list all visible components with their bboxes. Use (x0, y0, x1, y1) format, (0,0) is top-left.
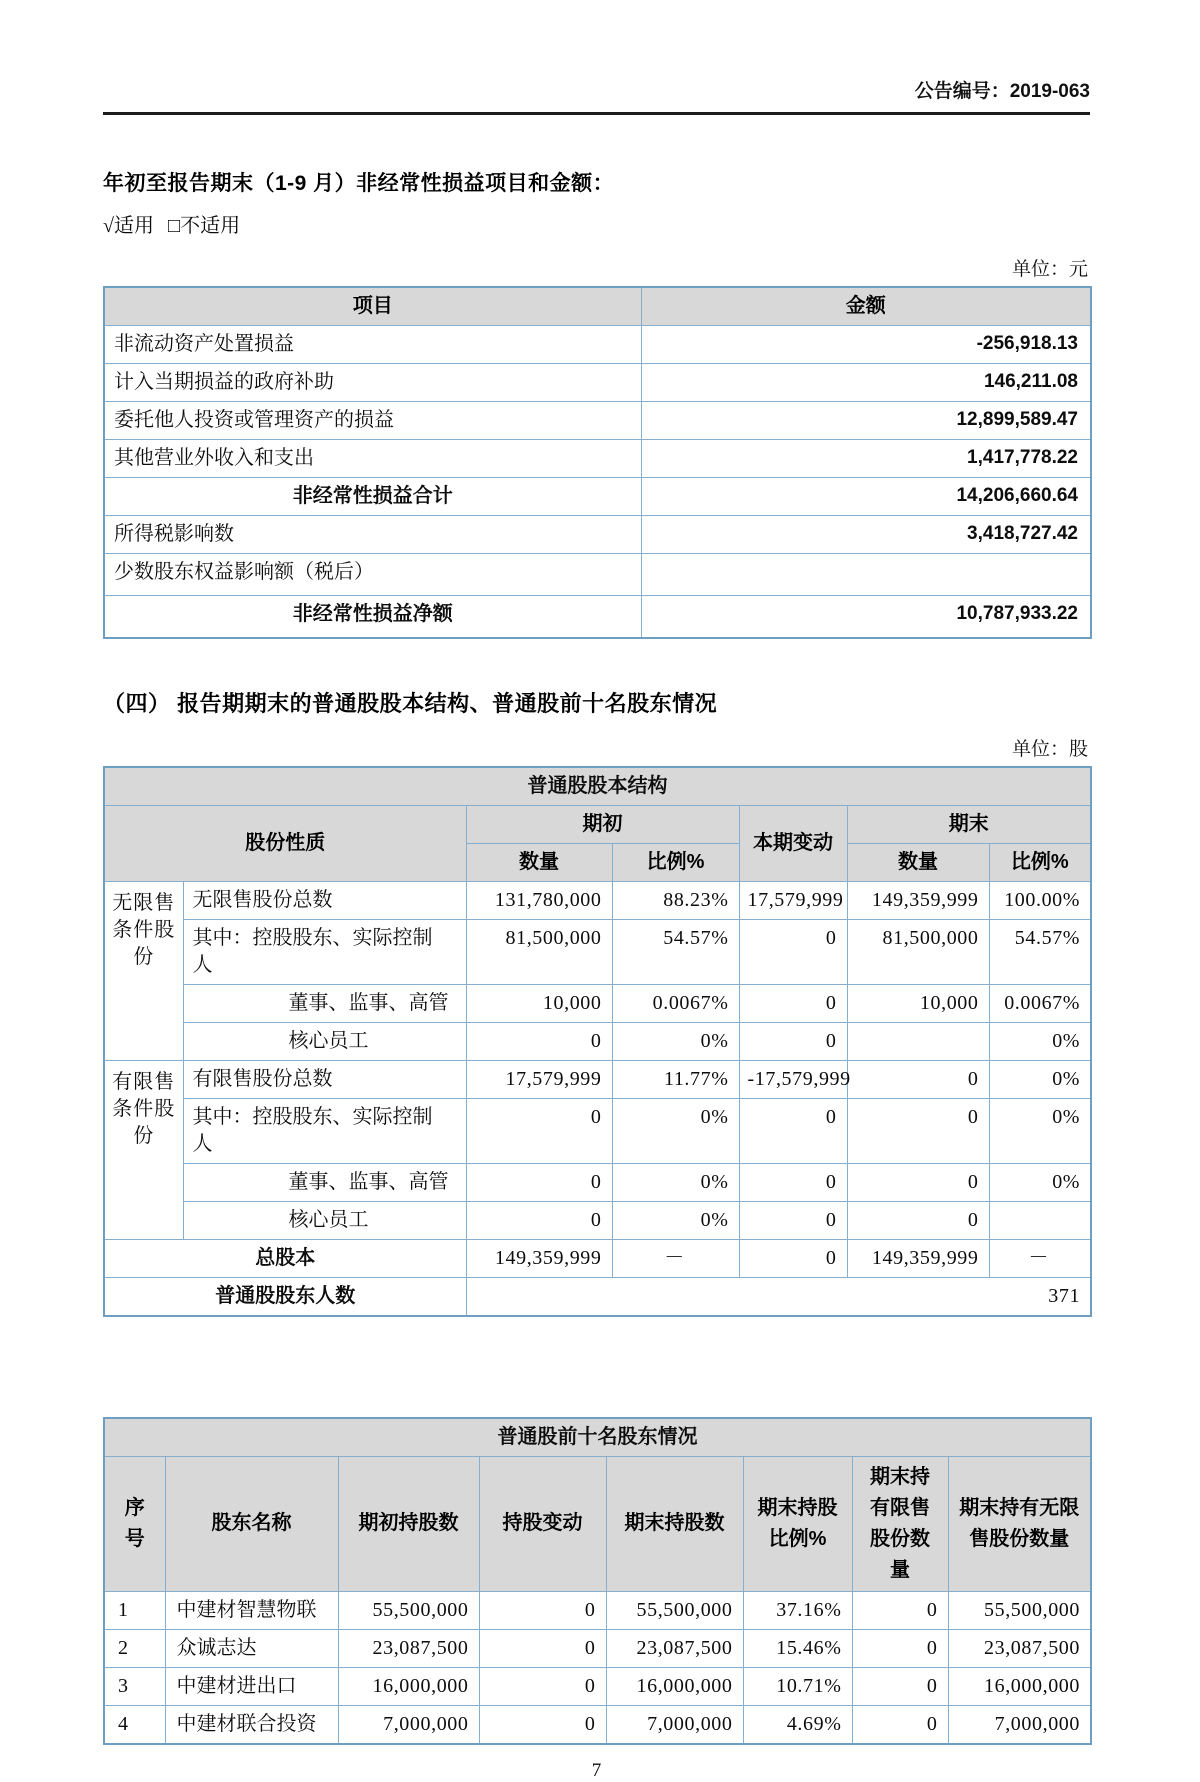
item-cell: 非经常性损益合计 (104, 478, 641, 516)
col-header-begin-qty: 数量 (466, 843, 612, 881)
begin-qty-cell: 0 (466, 1098, 612, 1163)
end-unrestricted-cell: 23,087,500 (948, 1629, 1091, 1667)
amount-cell: 3,418,727.42 (641, 516, 1091, 554)
end-qty-cell: 10,000 (847, 984, 989, 1022)
end-ratio-cell: 0% (989, 1022, 1091, 1060)
end-qty-cell: 0 (847, 1098, 989, 1163)
item-cell: 计入当期损益的政府补助 (104, 364, 641, 402)
top10-shareholders-table (103, 1417, 1092, 1745)
end-ratio-cell (989, 1201, 1091, 1239)
table-row (104, 1667, 1091, 1705)
end-qty-cell: 149,359,999 (847, 1239, 989, 1277)
seq-cell: 2 (104, 1629, 165, 1667)
end-ratio-cell: 10.71% (743, 1667, 852, 1705)
table-row (104, 1022, 1091, 1060)
group-label-restricted: 有限售条件股份 (104, 1060, 183, 1239)
begin-qty-cell: 0 (466, 1201, 612, 1239)
end-qty-cell (847, 1022, 989, 1060)
table-row (104, 984, 1091, 1022)
shareholder-name-cell: 中建材联合投资 (165, 1705, 338, 1744)
col-header-end-unrestricted: 期末持有无限售股份数量 (948, 1456, 1091, 1591)
shareholder-name-cell: 中建材智慧物联 (165, 1591, 338, 1629)
table-row (104, 919, 1091, 984)
table-header-row (104, 1456, 1091, 1591)
amount-cell: 12,899,589.47 (641, 402, 1091, 440)
row-label: 董事、监事、高管 (183, 984, 466, 1022)
table-row (104, 1591, 1091, 1629)
end-ratio-cell: 0% (989, 1163, 1091, 1201)
end-qty-cell: 0 (847, 1163, 989, 1201)
begin-qty-cell: 0 (466, 1163, 612, 1201)
item-cell: 少数股东权益影响额（税后） (104, 554, 641, 596)
change-cell: 0 (739, 919, 847, 984)
end-ratio-cell: 0% (989, 1098, 1091, 1163)
item-cell: 所得税影响数 (104, 516, 641, 554)
end-restricted-cell: 0 (852, 1591, 948, 1629)
end-ratio-cell: 37.16% (743, 1591, 852, 1629)
table-header-row (104, 287, 1091, 326)
group-label-unrestricted: 无限售条件股份 (104, 881, 183, 1060)
end-restricted-cell: 0 (852, 1705, 948, 1744)
row-label: 其中：控股股东、实际控制人 (183, 1098, 466, 1163)
applicability-line (103, 209, 1090, 238)
table-row-total (104, 596, 1091, 638)
col-header-shareholder-name: 股东名称 (165, 1456, 338, 1591)
page-number: 7 (591, 1759, 602, 1781)
begin-ratio-cell: 0% (612, 1098, 739, 1163)
unit-label-share: 单位：股 (1011, 738, 1088, 760)
amount-cell: 14,206,660.64 (641, 478, 1091, 516)
col-header-begin-shares: 期初持股数 (338, 1456, 479, 1591)
col-header-amount: 金额 (641, 287, 1091, 326)
row-label: 董事、监事、高管 (183, 1163, 466, 1201)
row-label: 其中：控股股东、实际控制人 (183, 919, 466, 984)
change-cell: 0 (739, 1022, 847, 1060)
change-cell: -17,579,999 (739, 1060, 847, 1098)
share-change-cell: 0 (479, 1629, 606, 1667)
seq-cell: 1 (104, 1591, 165, 1629)
capital-table-title: 普通股股本结构 (104, 767, 1091, 806)
table-row (104, 402, 1091, 440)
table-row-holder-count (104, 1277, 1091, 1316)
end-ratio-cell: 54.57% (989, 919, 1091, 984)
change-cell: 0 (739, 984, 847, 1022)
end-qty-cell: 0 (847, 1201, 989, 1239)
col-header-begin-ratio: 比例% (612, 843, 739, 881)
top10-table-title: 普通股前十名股东情况 (104, 1418, 1091, 1457)
table-row-total-shares (104, 1239, 1091, 1277)
table-row (104, 1060, 1091, 1098)
applicable-checked-label: √适用 (103, 215, 154, 237)
table-title-row (104, 1418, 1091, 1457)
change-cell: 17,579,999 (739, 881, 847, 919)
capital-structure-table (103, 766, 1092, 1317)
begin-ratio-cell: － (612, 1239, 739, 1277)
row-label: 核心员工 (183, 1201, 466, 1239)
end-shares-cell: 55,500,000 (606, 1591, 743, 1629)
amount-cell (641, 554, 1091, 596)
end-ratio-cell: 0% (989, 1060, 1091, 1098)
table-row (104, 440, 1091, 478)
shareholder-name-cell: 众诚志达 (165, 1629, 338, 1667)
row-label: 有限售股份总数 (183, 1060, 466, 1098)
amount-cell: 10,787,933.22 (641, 596, 1091, 638)
end-unrestricted-cell: 55,500,000 (948, 1591, 1091, 1629)
holder-count-label: 普通股股东人数 (104, 1277, 466, 1316)
begin-ratio-cell: 0.0067% (612, 984, 739, 1022)
not-applicable-label: □不适用 (167, 215, 241, 237)
table-title-row (104, 767, 1091, 806)
table-row (104, 1629, 1091, 1667)
table-row (104, 1098, 1091, 1163)
end-restricted-cell: 0 (852, 1667, 948, 1705)
item-cell: 非经常性损益净额 (104, 596, 641, 638)
begin-ratio-cell: 0% (612, 1201, 739, 1239)
col-header-share-type: 股份性质 (104, 805, 466, 881)
end-qty-cell: 0 (847, 1060, 989, 1098)
end-ratio-cell: 0.0067% (989, 984, 1091, 1022)
begin-ratio-cell: 0% (612, 1163, 739, 1201)
table-row (104, 1705, 1091, 1744)
end-restricted-cell: 0 (852, 1629, 948, 1667)
announcement-number: 公告编号：2019-063 (914, 81, 1090, 102)
change-cell: 0 (739, 1098, 847, 1163)
shareholder-name-cell: 中建材进出口 (165, 1667, 338, 1705)
col-header-end-qty: 数量 (847, 843, 989, 881)
table-row (104, 554, 1091, 596)
begin-qty-cell: 149,359,999 (466, 1239, 612, 1277)
end-shares-cell: 16,000,000 (606, 1667, 743, 1705)
table-row (104, 1163, 1091, 1201)
seq-cell: 3 (104, 1667, 165, 1705)
header-divider (103, 112, 1090, 115)
col-header-end-ratio: 比例% (989, 843, 1091, 881)
end-unrestricted-cell: 16,000,000 (948, 1667, 1091, 1705)
begin-qty-cell: 0 (466, 1022, 612, 1060)
table-row-subtotal (104, 478, 1091, 516)
amount-cell: 146,211.08 (641, 364, 1091, 402)
begin-shares-cell: 7,000,000 (338, 1705, 479, 1744)
begin-ratio-cell: 54.57% (612, 919, 739, 984)
begin-qty-cell: 10,000 (466, 984, 612, 1022)
table-row (104, 1201, 1091, 1239)
end-shares-cell: 23,087,500 (606, 1629, 743, 1667)
share-change-cell: 0 (479, 1591, 606, 1629)
col-header-change: 本期变动 (739, 805, 847, 881)
item-cell: 其他营业外收入和支出 (104, 440, 641, 478)
amount-cell: -256,918.13 (641, 326, 1091, 364)
unit-label-yuan: 单位：元 (1011, 259, 1088, 280)
item-cell: 非流动资产处置损益 (104, 326, 641, 364)
table-row (104, 881, 1091, 919)
begin-qty-cell: 131,780,000 (466, 881, 612, 919)
begin-shares-cell: 55,500,000 (338, 1591, 479, 1629)
table-header-row (104, 805, 1091, 843)
end-qty-cell: 81,500,000 (847, 919, 989, 984)
end-qty-cell: 149,359,999 (847, 881, 989, 919)
change-cell: 0 (739, 1163, 847, 1201)
share-change-cell: 0 (479, 1667, 606, 1705)
end-ratio-cell: 4.69% (743, 1705, 852, 1744)
end-ratio-cell: － (989, 1239, 1091, 1277)
row-label: 无限售股份总数 (183, 881, 466, 919)
col-header-seq: 序号 (104, 1456, 165, 1591)
col-header-share-change: 持股变动 (479, 1456, 606, 1591)
begin-qty-cell: 17,579,999 (466, 1060, 612, 1098)
col-header-end-restricted: 期末持有限售股份数量 (852, 1456, 948, 1591)
seq-cell: 4 (104, 1705, 165, 1744)
col-header-end-ratio: 期末持股比例% (743, 1456, 852, 1591)
holder-count-value: 371 (466, 1277, 1091, 1316)
page-content (103, 0, 1090, 1782)
row-label: 核心员工 (183, 1022, 466, 1060)
end-shares-cell: 7,000,000 (606, 1705, 743, 1744)
begin-shares-cell: 16,000,000 (338, 1667, 479, 1705)
begin-ratio-cell: 88.23% (612, 881, 739, 919)
amount-cell: 1,417,778.22 (641, 440, 1091, 478)
table-row (104, 364, 1091, 402)
begin-ratio-cell: 11.77% (612, 1060, 739, 1098)
non-recurring-items-table (103, 286, 1092, 639)
col-header-ending: 期末 (847, 805, 1091, 843)
total-shares-label: 总股本 (104, 1239, 466, 1277)
begin-qty-cell: 81,500,000 (466, 919, 612, 984)
end-ratio-cell: 100.00% (989, 881, 1091, 919)
section2-title: （四） 报告期期末的普通股股本结构、普通股前十名股东情况 (103, 690, 718, 716)
end-ratio-cell: 15.46% (743, 1629, 852, 1667)
change-cell: 0 (739, 1239, 847, 1277)
begin-shares-cell: 23,087,500 (338, 1629, 479, 1667)
col-header-beginning: 期初 (466, 805, 739, 843)
section1-title: 年初至报告期末（1-9 月）非经常性损益项目和金额： (103, 172, 615, 195)
share-change-cell: 0 (479, 1705, 606, 1744)
end-unrestricted-cell: 7,000,000 (948, 1705, 1091, 1744)
col-header-end-shares: 期末持股数 (606, 1456, 743, 1591)
col-header-item: 项目 (104, 287, 641, 326)
table-row (104, 516, 1091, 554)
item-cell: 委托他人投资或管理资产的损益 (104, 402, 641, 440)
begin-ratio-cell: 0% (612, 1022, 739, 1060)
change-cell: 0 (739, 1201, 847, 1239)
table-row (104, 326, 1091, 364)
